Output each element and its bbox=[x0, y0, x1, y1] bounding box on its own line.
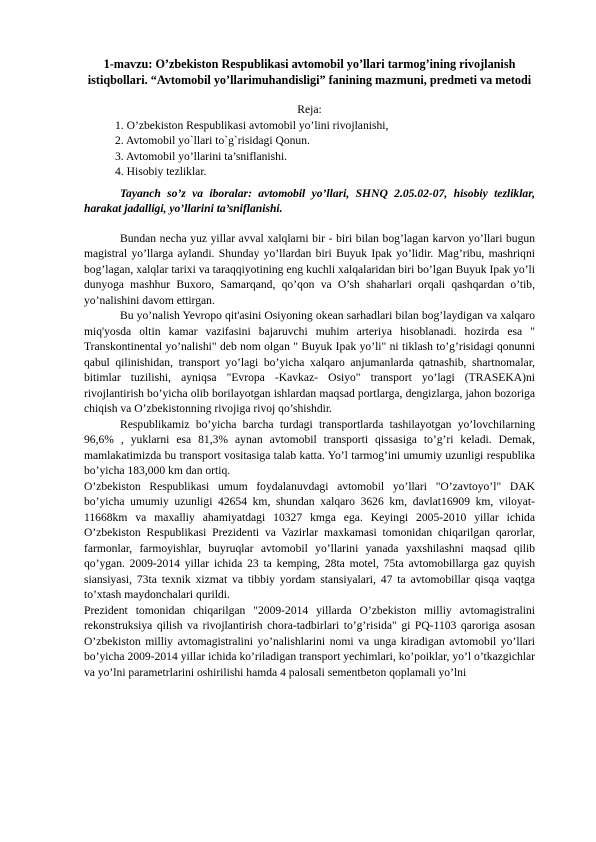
body-paragraph: Bu yo’nalish Yevropo qit'asini Osiyoning okean sarhadlari bilan bog’laydigan va xalqaro miq'yosda oltin kamar vazifasini bajaruvchi muhim arteriya hisoblanadi. hozirda esa " Transkontinental yo’nalishi" deb nom olgan " Buyuk Ipak yo’li" ni tiklash to’g’risidagi qonunni qabul qilinishidan, transport yo’lagi bo’yicha xalqaro anjumanlarda qatnashib, shartnomalar, bitimlar tuzilishi, ayniqsa "Evropa -Kavkaz- Osiyo" transport yo’lagi (TRASEKA)ni rivojlantirish bo’yicha olib borilayotgan ishlardan maqsad portlarga, dengizlarga, jahon bozoriga chiqish va O’zbekistonning rivojiga rivoj qo’shishdir. bbox=[84, 309, 535, 415]
body-paragraph: Respublikamiz bo’yicha barcha turdagi transportlarda tashilayotgan yo’lovchilarning 96,6% , yuklarni esa 81,3% aynan avtomobil transporti qissasiga to’g’ri keladi. Demak, mamlakatimizda bu transport vositasiga talab katta. Yo’l tarmog’ini umumiy uzunligi respublika bo’yicha 183,000 km dan ortiq. bbox=[84, 417, 535, 477]
document-title: 1-mavzu: O’zbekiston Respublikasi avtomobil yo’llari tarmog’ining rivojlanish istiqbollari. “Avtomobil yo’llarimuhandisligi” fanining mazmuni, predmeti va metodi bbox=[87, 57, 532, 87]
plan-item: 1. O’zbekiston Respublikasi avtomobil yo’lini rivojlanishi, bbox=[115, 118, 389, 132]
plan-heading: Reja: bbox=[297, 103, 322, 116]
plan-item: 4. Hisobiy tezliklar. bbox=[115, 165, 207, 178]
keywords-paragraph: Tayanch so’z va iboralar: avtomobil yo’llari, SHNQ 2.05.02-07, hisobiy tezliklar, harakat jadalligi, yo’llarini ta’sniflanishi. bbox=[84, 186, 535, 215]
body-paragraph: Prezident tomonidan chiqarilgan "2009-2014 yillarda O’zbekiston milliy avtomagistralini rekonstruksiya qilish va rivojlantirish chora-tadbirlari to’g’risida" gi PQ-1103 qaroriga asosan O’zbekiston milliy avtomagistralini yo’nalishlarini nomi va unga kiradigan avtomobil yo’llari bo’yicha 2009-2014 yillar ichida ko’riladigan transport yechimlari, ko’poiklar, yo’l o’tkazgichlar va yo’lni parametrlarini oshirilishi hamda 4 palosali sementbeton qoplamali yo’lni bbox=[84, 603, 535, 679]
body-paragraph: Bundan necha yuz yillar avval xalqlarni bir - biri bilan bog’lagan karvon yo’llari bugun magistral yo’llarga aylandi. Shunday yo’llardan biri Buyuk Ipak yo’lidir. Mag’ribu, mashriqni bog’lagan, xalqlar tarixi va taraqqiyotining eng kuchli xalqalaridan biri bo’lgan Buyuk Ipak yo’li dunyoga mashhur Buxoro, Samarqand, qo’qon va O’sh shaharlari orqali qashqardan o’tib, yo’nalishini davom ettirgan. bbox=[84, 231, 535, 307]
body-paragraph: O’zbekiston Respublikasi umum foydalanuvdagi avtomobil yo’llari "O’zavtoyo’l" DAK bo’yicha umumiy uzunligi 42654 km, shundan xalqaro 3626 km, davlat16909 km, viloyat-11668km va maxalliy ahamiyatdagi 10327 kmga ega. Keyingi 2005-2010 yillar ichida O’zbekiston Respublikasi Prezidenti va Vazirlar maxkamasi tomonidan chiqarilgan qarorlar, farmonlar, farmoyishlar, buyruqlar avtomobil yo’llarini yanada yaxshilashni maqsad qilib qo’ygan. 2009-2014 yillar ichida 23 ta kemping, 28ta motel, 75ta avtomobillarga gaz quyish siansiyasi, 73ta texnik xizmat va tibbiy yordam stansiyalari, 47 ta avtomobillar qisqa vaqtga to’xtash maydonchalari qurildi. bbox=[84, 479, 535, 601]
plan-item: 2. Avtomobil yo`llari to`g`risidagi Qonun. bbox=[115, 134, 310, 147]
plan-item: 3. Avtomobil yo’llarini ta’sniflanishi. bbox=[115, 149, 288, 163]
plan-list bbox=[84, 118, 535, 180]
